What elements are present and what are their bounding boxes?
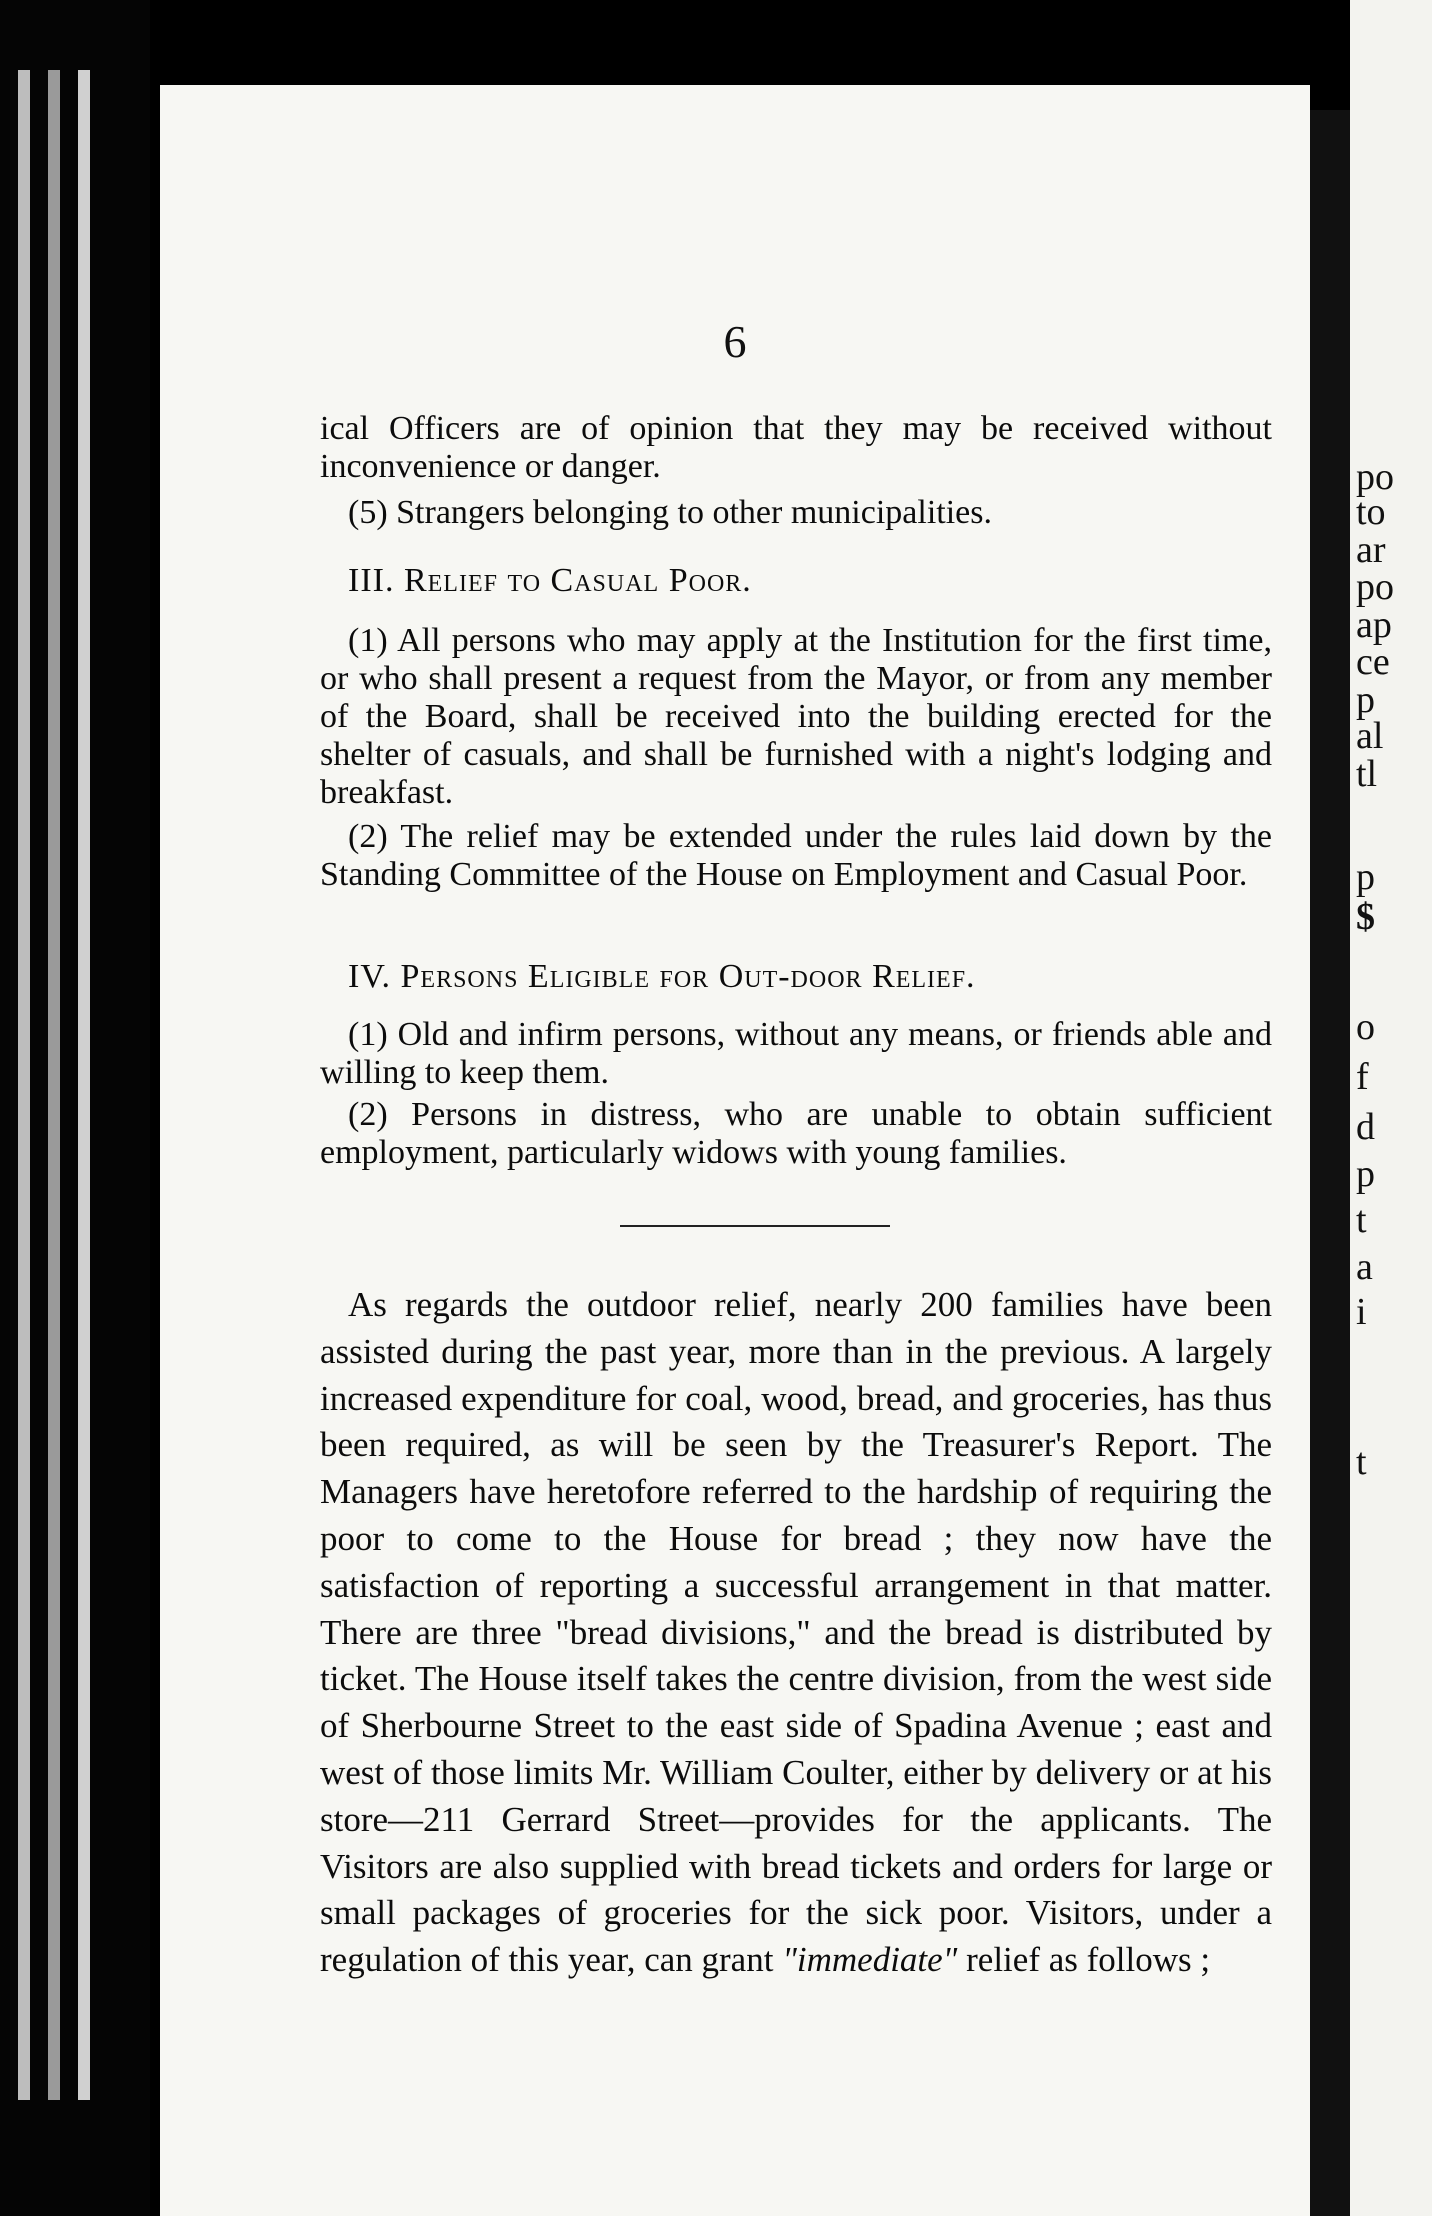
section-heading-iv: IV. Persons Eligible for Out-door Relief. (348, 958, 976, 995)
report-paragraph (320, 1282, 1272, 1984)
facing-fragment: ap (1356, 604, 1392, 646)
facing-fragment: po (1356, 566, 1394, 608)
section-divider (620, 1225, 890, 1227)
page-edge-strip (78, 70, 90, 2100)
facing-fragment: p (1356, 856, 1375, 898)
section-heading-iii: III. Relief to Casual Poor. (348, 562, 752, 599)
paragraph-outdoor-1: (1) Old and infirm persons, without any means, or friends able and willing to keep them. (320, 1016, 1272, 1091)
page-edge-strip (18, 70, 30, 2100)
facing-fragment: al (1356, 715, 1384, 757)
facing-fragment: t (1356, 1441, 1367, 1483)
report-text: As regards the outdoor relief, nearly 200 families have been assisted during the past year, more than in the previous. A largely increased expenditure for coal, wood, bread, and groceries, has thus been required, as will be seen by the Treasurer's Report. The Managers have heretofore referred to the hardship of requiring the poor to come to the House for bread ; they now have the satisfaction of reporting a successful arrangement in that matter. There are three "bread divisions," and the bread is distributed by ticket. The House itself takes the centre division, from the west side of Sherbourne Street to the east side of Spadina Avenue ; east and west of those limits Mr. William Coulter, either by delivery or at his store—211 Gerrard Street—provides for the applicants. The Visitors are also supplied with bread tickets and orders for large or small packages of groceries for the sick poor. Visitors, under a regulation of this year, can grant (320, 1285, 1272, 1980)
paragraph-outdoor-2: (2) Persons in distress, who are unable to obtain sufficient employment, particularly widows with young families. (320, 1096, 1272, 1171)
facing-fragment: ar (1356, 529, 1386, 571)
facing-fragment: tl (1356, 753, 1378, 795)
facing-fragment: p (1356, 1153, 1375, 1195)
left-page-edge (0, 0, 150, 2216)
page-edge-strip (48, 70, 60, 2100)
facing-fragment: f (1356, 1056, 1369, 1098)
paragraph-casual-1: (1) All persons who may apply at the Institution for the first time, or who shall present a request from the Mayor, or from any member of the Board, shall be received into the building erected for the shelter of casuals, and shall be furnished with a night's lodging and breakfast. (320, 622, 1272, 811)
paragraph-item-5: (5) Strangers belonging to other municipalities. (348, 494, 992, 531)
facing-fragment: d (1356, 1106, 1375, 1148)
facing-fragment: a (1356, 1246, 1373, 1288)
paragraph-casual-2: (2) The relief may be extended under the rules laid down by the Standing Committee of the House on Employment and Casual Poor. (320, 818, 1272, 893)
paragraph-continuation: ical Officers are of opinion that they may be received without inconvenience or danger. (320, 410, 1272, 485)
facing-fragment: t (1356, 1199, 1367, 1241)
page-number: 6 (723, 316, 747, 367)
facing-fragment: i (1356, 1291, 1367, 1333)
emphasis-text: "immediate" (782, 1940, 958, 1980)
facing-fragment: $ (1356, 896, 1375, 938)
facing-fragment: o (1356, 1006, 1375, 1048)
book-gutter (1310, 110, 1350, 2216)
facing-fragment: to (1356, 491, 1386, 533)
facing-fragment: p (1356, 679, 1375, 721)
facing-page-edge (1350, 0, 1432, 2216)
facing-fragment: ce (1356, 641, 1390, 683)
report-text-end: relief as follows ; (957, 1940, 1211, 1980)
facing-fragment: po (1356, 456, 1394, 498)
